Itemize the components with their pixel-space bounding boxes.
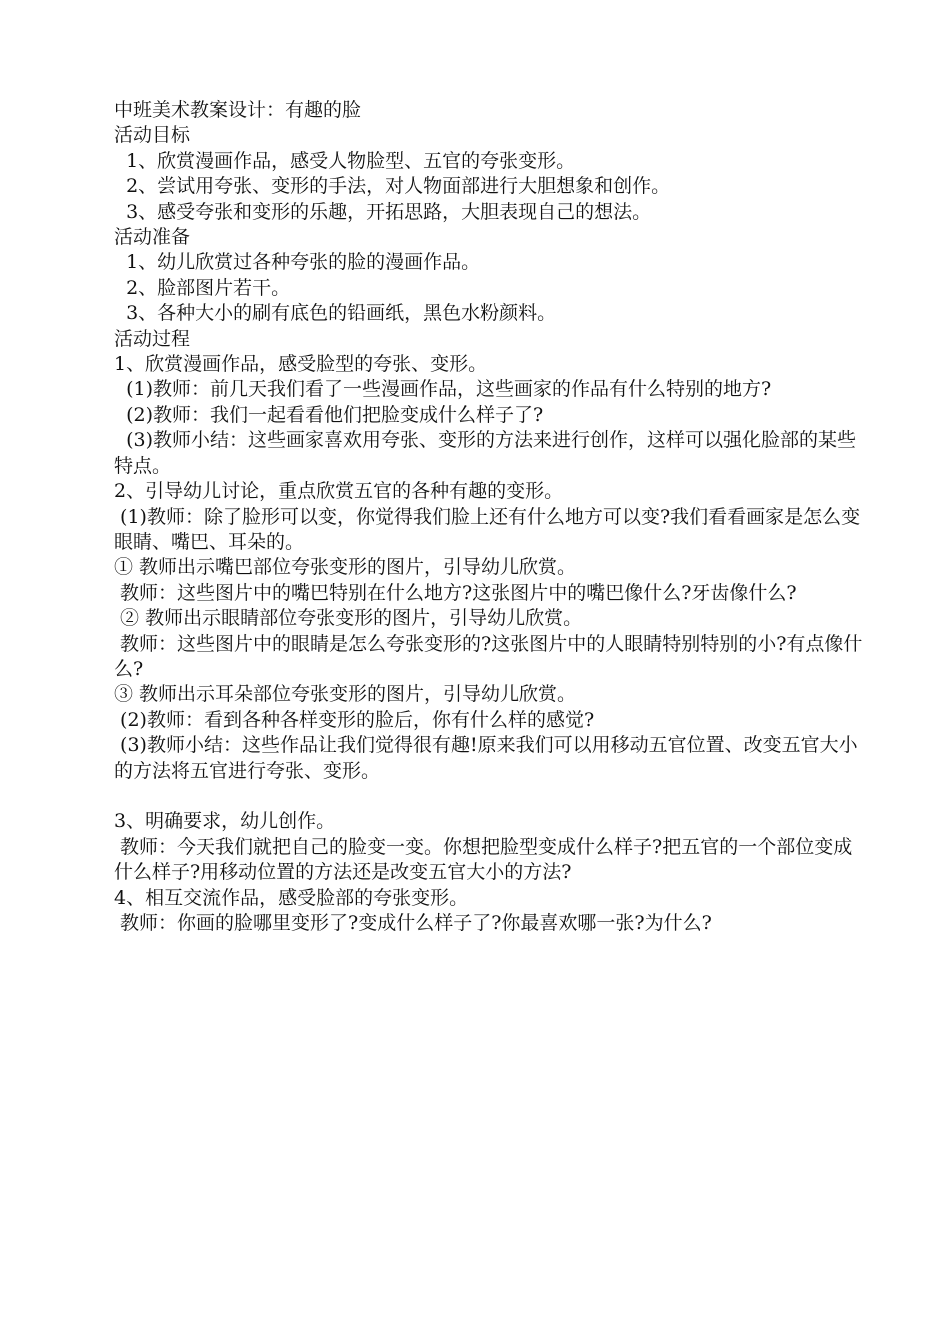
document-page [114,98,866,936]
goal-item: 2、尝试用夸张、变形的手法，对人物面部进行大胆想象和创作。 [114,175,671,198]
preparation-item: 2、脸部图片若干。 [114,276,291,299]
section-heading-preparation: 活动准备 [114,226,191,249]
document-title: 中班美术教案设计：有趣的脸 [114,99,362,121]
process-paragraph: (1)教师：除了脸形可以变，你觉得我们脸上还有什么地方可以变?我们看看画家是怎么变眼睛、嘴巴、耳朵的。 [114,505,861,553]
process-step: 3、明确要求，幼儿创作。 [114,810,336,833]
process-step: 4、相互交流作品，感受脸部的夸张变形。 [114,886,469,909]
process-paragraph: ① 教师出示嘴巴部位夸张变形的图片，引导幼儿欣赏。 [114,556,577,579]
section-heading-process: 活动过程 [114,327,191,350]
process-paragraph: 教师：这些图片中的嘴巴特别在什么地方?这张图片中的嘴巴像什么?牙齿像什么? [114,581,797,604]
preparation-item: 1、幼儿欣赏过各种夸张的脸的漫画作品。 [114,251,481,274]
process-paragraph: (2)教师：看到各种各样变形的脸后，你有什么样的感觉? [114,708,595,731]
goal-item: 3、感受夸张和变形的乐趣，开拓思路，大胆表现自己的想法。 [114,200,652,223]
process-paragraph: 教师：你画的脸哪里变形了?变成什么样子了?你最喜欢哪一张?为什么? [114,911,712,934]
process-paragraph: (1)教师：前几天我们看了一些漫画作品，这些画家的作品有什么特别的地方? [114,378,772,401]
process-paragraph: 教师：今天我们就把自己的脸变一变。你想把脸型变成什么样子?把五官的一个部位变成什么样子?用移动位置的方法还是改变五官大小的方法? [114,835,853,884]
section-heading-goals: 活动目标 [114,124,191,147]
goal-item: 1、欣赏漫画作品，感受人物脸型、五官的夸张变形。 [114,149,576,172]
process-paragraph: ② 教师出示眼睛部位夸张变形的图片，引导幼儿欣赏。 [114,607,583,630]
process-step: 2、引导幼儿讨论，重点欣赏五官的各种有趣的变形。 [114,480,564,503]
process-paragraph: (3)教师小结：这些画家喜欢用夸张、变形的方法来进行创作，这样可以强化脸部的某些特点。 [114,429,857,477]
process-step: 1、欣赏漫画作品，感受脸型的夸张、变形。 [114,353,488,376]
process-paragraph: 教师：这些图片中的眼睛是怎么夸张变形的?这张图片中的人眼睛特别特别的小?有点像什么? [114,632,863,680]
process-paragraph: ③ 教师出示耳朵部位夸张变形的图片，引导幼儿欣赏。 [114,683,577,706]
preparation-item: 3、各种大小的刷有底色的铅画纸，黑色水粉颜料。 [114,302,557,325]
process-paragraph: (2)教师：我们一起看看他们把脸变成什么样子了? [114,403,544,426]
process-paragraph: (3)教师小结：这些作品让我们觉得很有趣!原来我们可以用移动五官位置、改变五官大小的方法将五官进行夸张、变形。 [114,734,858,782]
blank-line [114,784,866,809]
